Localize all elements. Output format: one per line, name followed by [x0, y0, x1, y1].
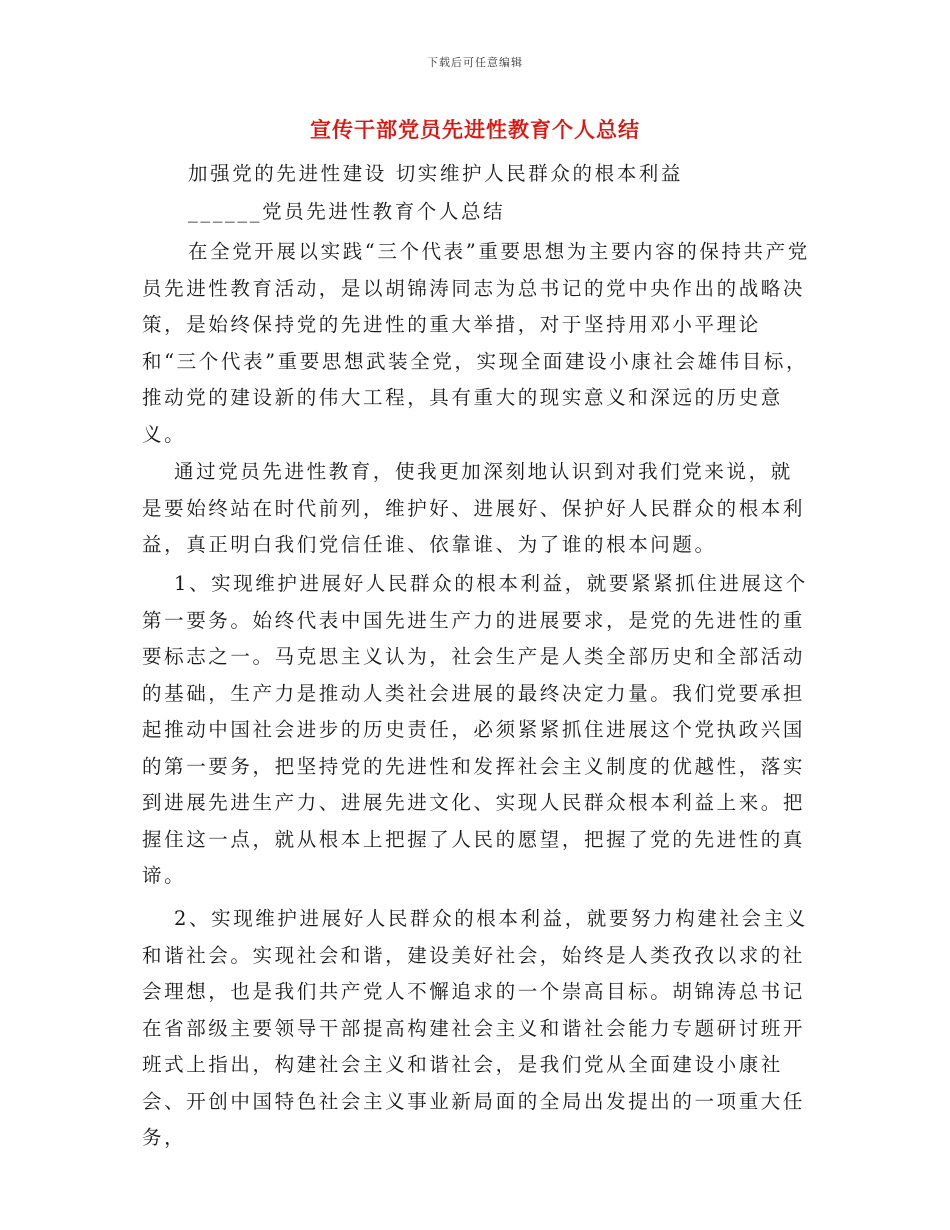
subtitle-line-1: 加强党的先进性建设 切实维护人民群众的根本利益	[188, 162, 683, 185]
paragraph-point-2: 2、实现维护进展好人民群众的根本利益，就要努力构建社会主义和谐社会。实现社会和谐，建设美好社会，始终是人类孜孜以求的社会理想，也是我们共产党人不懈追求的一个崇高目标。胡锦涛总书记在省部级主要领导干部提高构建社会主义和谐社会能力专题研讨班开班式上指出，构建社会主义和谐社会，是我们党从全面建设小康社会、开创中国特色社会主义事业新局面的全局出发提出的一项重大任务，	[142, 907, 808, 1149]
document-title: 宣传干部党员先进性教育个人总结	[310, 117, 640, 142]
subtitle-line-2: ______党员先进性教育个人总结	[188, 200, 506, 223]
paragraph-summary: 通过党员先进性教育，使我更加深刻地认识到对我们党来说，就是要始终站在时代前列，维护好、进展好、保护好人民群众的根本利益，真正明白我们党信任谁、依靠谁、为了谁的根本问题。	[142, 460, 806, 556]
paragraph-intro: 在全党开展以实践“三个代表”重要思想为主要内容的保持共产党员先进性教育活动，是以胡锦涛同志为总书记的党中央作出的战略决策，是始终保持党的先进性的重大举措，对于坚持用邓小平理论和“三个代表”重要思想武装全党，实现全面建设小康社会雄伟目标，推动党的建设新的伟大工程，具有重大的现实意义和深远的历史意义。	[142, 240, 810, 446]
header-note: 下载后可任意编辑	[427, 56, 523, 69]
paragraph-point-1: 1、实现维护进展好人民群众的根本利益，就要紧紧抓住进展这个第一要务。始终代表中国先进生产力的进展要求，是党的先进性的重要标志之一。马克思主义认为，社会生产是人类全部历史和全部活动的基础，生产力是推动人类社会进展的最终决定力量。我们党要承担起推动中国社会进步的历史责任，必须紧紧抓住进展这个党执政兴国的第一要务，把坚持党的先进性和发挥社会主义制度的优越性，落实到进展先进生产力、进展先进文化、实现人民群众根本利益上来。把握住这一点，就从根本上把握了人民的愿望，把握了党的先进性的真谛。	[142, 572, 808, 887]
